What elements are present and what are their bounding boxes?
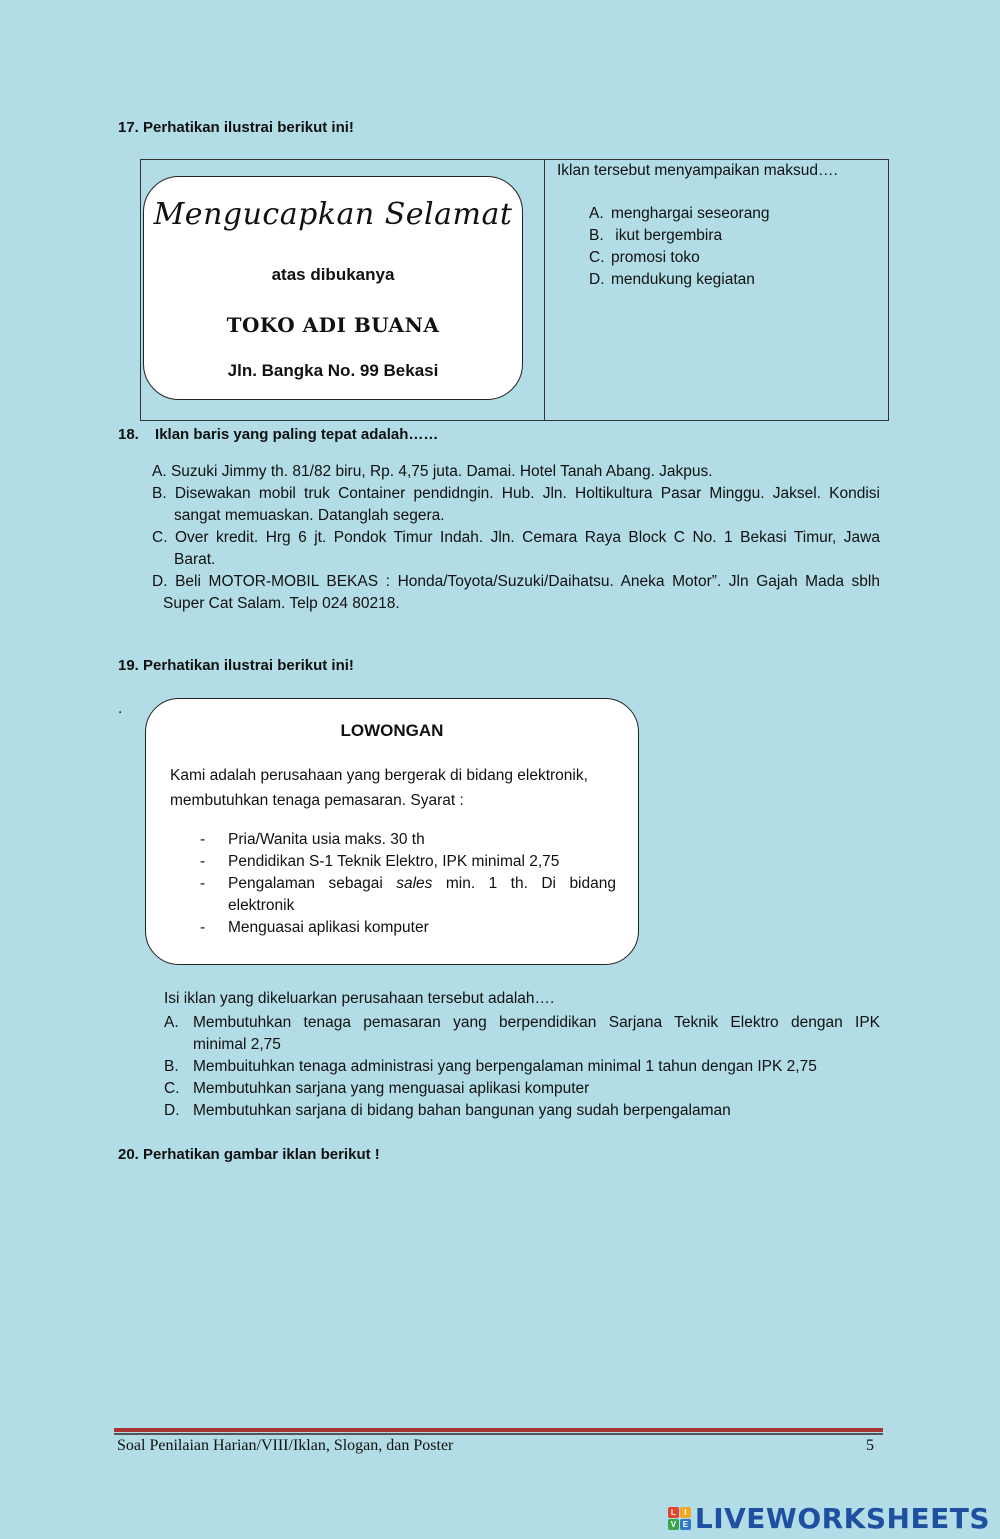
q19-req-1: - Pria/Wanita usia maks. 30 th: [200, 831, 425, 848]
q18-option-d[interactable]: D. Beli MOTOR-MOBIL BEKAS : Honda/Toyota/Suzuki/Daihatsu. Aneka Motor”. Jln Gajah Mada sblh Super Cat Salam. Telp 024 80218.: [152, 573, 880, 612]
q17-card-line1: atas dibukanya: [271, 265, 395, 284]
q19-options: [164, 1012, 880, 1122]
footer-rule-thin: [114, 1433, 883, 1435]
q19-option-c[interactable]: C. Membutuhkan sarjana yang menguasai aplikasi komputer: [164, 1080, 590, 1097]
q17-ad-card: [143, 176, 523, 400]
q20-heading: 20. Perhatikan gambar iklan berikut !: [118, 1146, 380, 1163]
q18-options: [152, 461, 880, 615]
q17-question: Iklan tersebut menyampaikan maksud….: [557, 162, 838, 179]
q18-heading: 18. Iklan baris yang paling tepat adalah……: [118, 426, 439, 443]
q17-card-store: TOKO ADI BUANA: [226, 313, 440, 337]
liveworksheets-wordmark: LIVEWORKSHEETS: [694, 1502, 990, 1535]
q19-card-requirements: [170, 829, 616, 939]
q19-option-a[interactable]: A. Membutuhkan tenaga pemasaran yang berpendidikan Sarjana Teknik Elektro dengan IPK minimal 2,75: [164, 1014, 880, 1053]
q18-option-a[interactable]: A. Suzuki Jimmy th. 81/82 biru, Rp. 4,75 juta. Damai. Hotel Tanah Abang. Jakpus.: [152, 463, 713, 480]
q19-req-2: - Pendidikan S-1 Teknik Elektro, IPK minimal 2,75: [200, 853, 560, 870]
liveworksheets-brand[interactable]: [668, 1502, 990, 1535]
q17-card-address: Jln. Bangka No. 99 Bekasi: [227, 361, 439, 380]
q19-ad-card: [145, 698, 639, 965]
q19-dot: .: [118, 700, 123, 717]
q17-option-c[interactable]: C. promosi toko: [589, 249, 700, 266]
footer-rule: [114, 1428, 883, 1432]
q17-option-a[interactable]: A. menghargai seseorang: [589, 205, 770, 222]
q17-heading: 17. Perhatikan ilustrai berikut ini!: [118, 119, 354, 136]
q19-heading: 19. Perhatikan ilustrai berikut ini!: [118, 657, 354, 674]
q19-option-d[interactable]: D. Membutuhkan sarjana di bidang bahan bangunan yang sudah berpengalaman: [164, 1102, 731, 1119]
q17-options: [589, 203, 770, 291]
q19-card-title: LOWONGAN: [340, 721, 444, 740]
footer-title: Soal Penilaian Harian/VIII/Iklan, Slogan, dan Poster: [117, 1437, 454, 1454]
q17-option-d[interactable]: D. mendukung kegiatan: [589, 271, 755, 288]
q19-option-b[interactable]: B. Membuituhkan tenaga administrasi yang berpengalaman minimal 1 tahun dengan IPK 2,75: [164, 1058, 817, 1075]
liveworksheets-logo-icon: L I V E: [668, 1507, 691, 1530]
q18-option-b[interactable]: B. Disewakan mobil truk Container pendidngin. Hub. Jln. Holtikultura Pasar Minggu. Jaksel. Kondisi sangat memuaskan. Datanglah segera.: [152, 485, 880, 524]
q17-option-b[interactable]: B. ikut bergembira: [589, 227, 723, 244]
q19-req-3: - Pengalaman sebagai sales min. 1 th. Di bidang elektronik: [200, 875, 616, 914]
page-number: 5: [866, 1437, 874, 1454]
q17-table-divider: [544, 159, 545, 421]
q19-req-4: - Menguasai aplikasi komputer: [200, 919, 429, 936]
q17-card-title: Mengucapkan Selamat: [153, 197, 513, 232]
q18-option-c[interactable]: C. Over kredit. Hrg 6 jt. Pondok Timur Indah. Jln. Cemara Raya Block C No. 1 Bekasi Timur, Jawa Barat.: [152, 529, 880, 568]
q19-card-intro: Kami adalah perusahaan yang bergerak di bidang elektronik, membutuhkan tenaga pemasaran. Syarat :: [170, 767, 588, 809]
q19-question: Isi iklan yang dikeluarkan perusahaan tersebut adalah….: [164, 990, 555, 1007]
